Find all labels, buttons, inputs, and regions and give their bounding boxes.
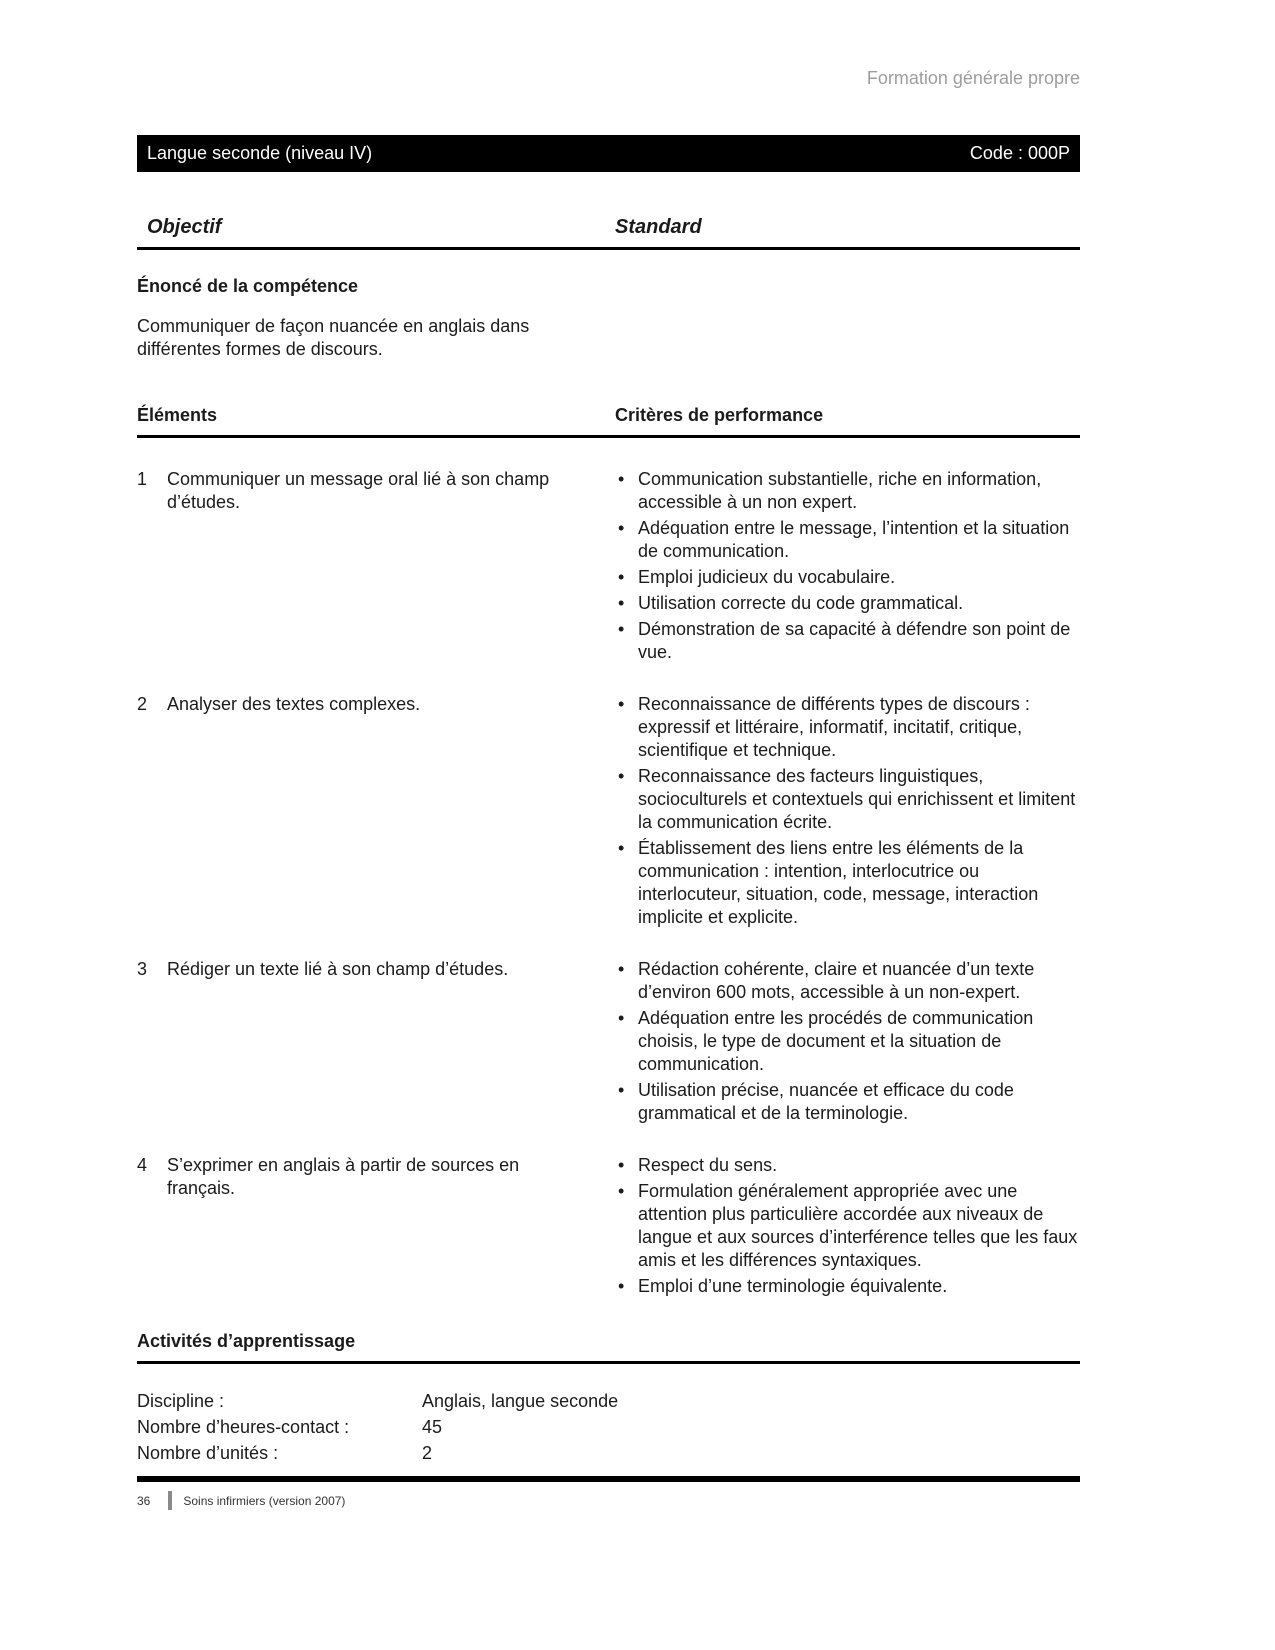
- element-row: [137, 468, 1080, 667]
- criterion-item: • Établissement des liens entre les éléments de la communication : intention, interlocutrice ou interlocuteur, situation, code, message, interaction implicite et explicite.: [615, 837, 1080, 929]
- page-content: [137, 0, 1080, 1466]
- element-number: 4: [137, 1155, 148, 1175]
- criteria-list: [615, 958, 1080, 1128]
- criterion-item: • Communication substantielle, riche en information, accessible à un non expert.: [615, 468, 1080, 514]
- criterion-item: • Adéquation entre les procédés de communication choisis, le type de document et la situation de communication.: [615, 1007, 1080, 1076]
- course-title-bar: [137, 135, 1080, 172]
- element-number: 2: [137, 694, 148, 714]
- info-row: [137, 1440, 1080, 1466]
- activities-info: [137, 1388, 1080, 1466]
- element-row: [137, 958, 1080, 1128]
- info-label: Discipline :: [137, 1391, 225, 1411]
- element-cell: [137, 1154, 615, 1301]
- criteres-header: Critères de performance: [615, 405, 824, 425]
- element-text: S’exprimer en anglais à partir de sources en français.: [167, 1155, 520, 1198]
- criterion-item: • Reconnaissance de différents types de discours : expressif et littéraire, informatif, incitatif, critique, scientifique et technique.: [615, 693, 1080, 762]
- criterion-item: • Utilisation précise, nuancée et efficace du code grammatical et de la terminologie.: [615, 1079, 1080, 1125]
- competence-heading: Énoncé de la compétence: [137, 276, 359, 296]
- objectif-header: Objectif: [147, 216, 222, 238]
- info-row: [137, 1414, 1080, 1440]
- page-number: 36: [137, 1493, 151, 1508]
- info-row: [137, 1388, 1080, 1414]
- page-footer: [137, 1476, 1080, 1510]
- footer-text: Soins infirmiers (version 2007): [183, 1493, 346, 1508]
- criterion-item: • Respect du sens.: [615, 1154, 1080, 1177]
- info-label: Nombre d’heures-contact :: [137, 1417, 350, 1437]
- section-note: Formation générale propre: [866, 68, 1080, 88]
- standard-header: Standard: [615, 216, 702, 238]
- criterion-item: • Emploi judicieux du vocabulaire.: [615, 566, 1080, 589]
- objectif-standard-headers: [137, 216, 1080, 250]
- element-number: 3: [137, 959, 148, 979]
- criterion-item: • Formulation généralement appropriée avec une attention plus particulière accordée aux niveaux de langue et aux sources d’interférence telles que les faux amis et les différences syntaxiques.: [615, 1180, 1080, 1272]
- element-row: [137, 1154, 1080, 1301]
- element-text: Communiquer un message oral lié à son champ d’études.: [167, 469, 550, 512]
- element-text: Analyser des textes complexes.: [167, 694, 421, 714]
- info-value: Anglais, langue seconde: [422, 1391, 619, 1411]
- criterion-item: • Emploi d’une terminologie équivalente.: [615, 1275, 1080, 1298]
- course-title: Langue seconde (niveau IV): [147, 143, 373, 163]
- criteria-list: [615, 1154, 1080, 1301]
- course-code: Code : 000P: [969, 143, 1070, 163]
- info-label: Nombre d’unités :: [137, 1443, 279, 1463]
- criteria-list: [615, 693, 1080, 932]
- element-cell: [137, 468, 615, 667]
- footer-separator: [168, 1491, 172, 1510]
- footer-rule: [137, 1476, 1080, 1482]
- criterion-item: • Reconnaissance des facteurs linguistiques, socioculturels et contextuels qui enrichissent et limitent la communication écrite.: [615, 765, 1080, 834]
- elements-header: Éléments: [137, 405, 218, 425]
- element-number: 1: [137, 469, 148, 489]
- footer-line: [137, 1491, 1080, 1510]
- element-row: [137, 693, 1080, 932]
- activities-heading: Activités d’apprentissage: [137, 1331, 1080, 1364]
- info-value: 2: [422, 1443, 433, 1463]
- element-text: Rédiger un texte lié à son champ d’études.: [167, 959, 509, 979]
- criterion-item: • Adéquation entre le message, l’intention et la situation de communication.: [615, 517, 1080, 563]
- elements-criteria: [137, 468, 1080, 1301]
- element-cell: [137, 693, 615, 932]
- criterion-item: • Utilisation correcte du code grammatical.: [615, 592, 1080, 615]
- info-value: 45: [422, 1417, 443, 1437]
- element-cell: [137, 958, 615, 1128]
- criteria-list: [615, 468, 1080, 667]
- criterion-item: • Démonstration de sa capacité à défendre son point de vue.: [615, 618, 1080, 664]
- competence-text: Communiquer de façon nuancée en anglais dans différentes formes de discours.: [137, 316, 530, 359]
- elements-criteria-headers: [137, 405, 1080, 438]
- criterion-item: • Rédaction cohérente, claire et nuancée d’un texte d’environ 600 mots, accessible à un non-expert.: [615, 958, 1080, 1004]
